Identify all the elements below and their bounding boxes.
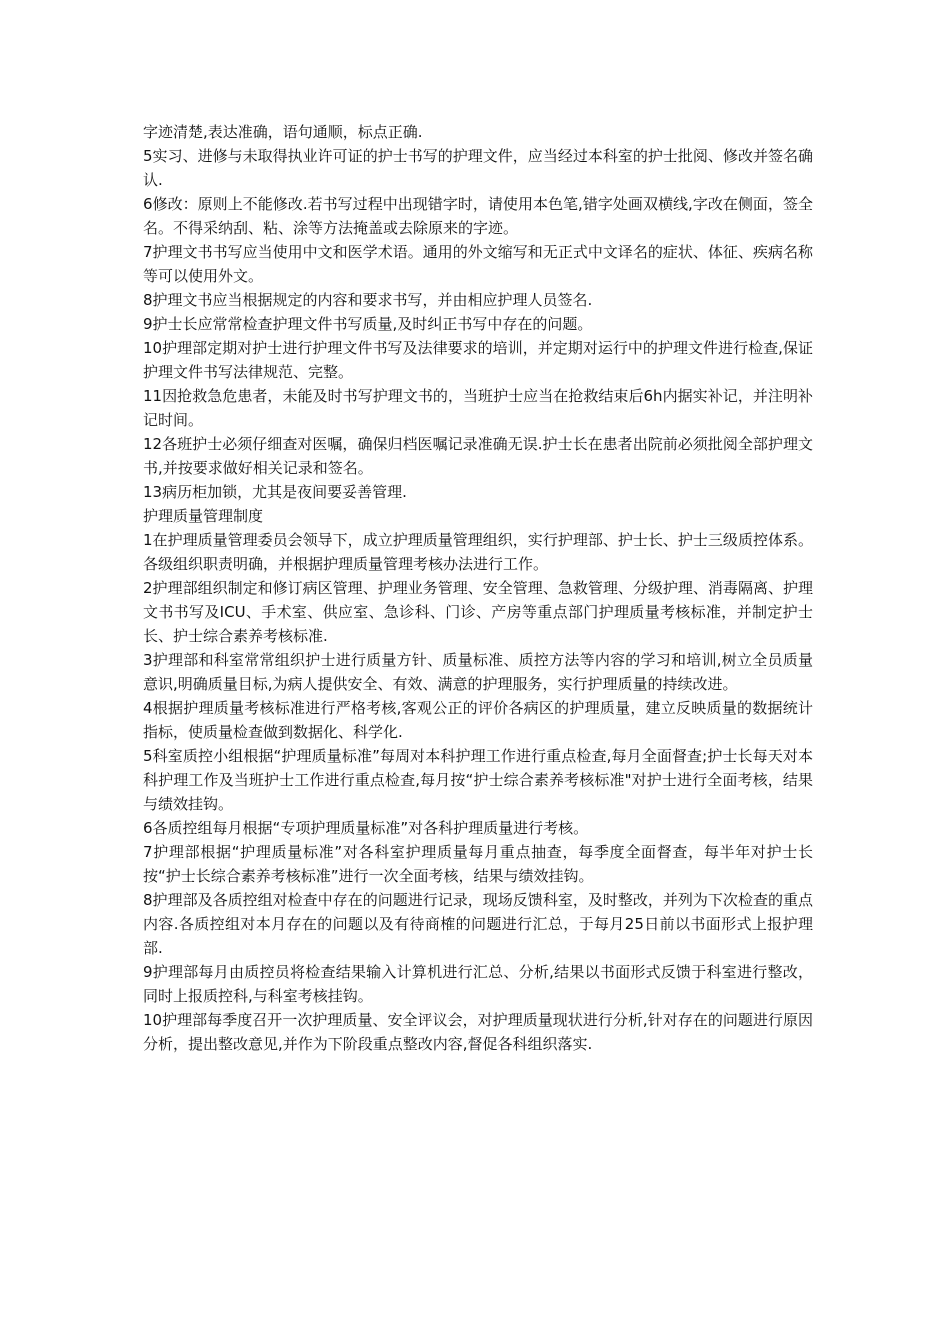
rule-item-8: 8护理文书应当根据规定的内容和要求书写，并由相应护理人员签名. xyxy=(143,291,593,309)
rule-item-9: 9护士长应常常检查护理文件书写质量,及时纠正书写中存在的问题。 xyxy=(143,315,593,333)
quality-item-10: 10护理部每季度召开一次护理质量、安全评议会，对护理质量现状进行分析,针对存在的问题进行原因分析，提出整改意见,并作为下阶段重点整改内容,督促各科组织落实. xyxy=(143,1011,813,1053)
quality-item-6: 6各质控组每月根据“专项护理质量标准”对各科护理质量进行考核。 xyxy=(143,819,589,837)
quality-item-8: 8护理部及各质控组对检查中存在的问题进行记录，现场反馈科室，及时整改，并列为下次检查的重点内容.各质控组对本月存在的问题以及有待商榷的问题进行汇总，于每月25日前以书面形式上报护理部. xyxy=(143,891,813,957)
quality-item-1: 1在护理质量管理委员会领导下，成立护理质量管理组织，实行护理部、护士长、护士三级质控体系。各级组织职责明确，并根据护理质量管理考核办法进行工作。 xyxy=(143,531,813,573)
quality-item-9: 9护理部每月由质控员将检查结果输入计算机进行汇总、分析,结果以书面形式反馈于科室进行整改，同时上报质控科,与科室考核挂钩。 xyxy=(143,963,813,1005)
paragraph-continuation: 字迹清楚,表达准确，语句通顺，标点正确. xyxy=(143,123,423,141)
quality-item-7: 7护理部根据“护理质量标准”对各科室护理质量每月重点抽查，每季度全面督查，每半年对护士长按“护士长综合素养考核标准”进行一次全面考核，结果与绩效挂钩。 xyxy=(143,843,813,885)
quality-item-4: 4根据护理质量考核标准进行严格考核,客观公正的评价各病区的护理质量，建立反映质量的数据统计指标，使质量检查做到数据化、科学化. xyxy=(143,699,813,741)
rule-item-10: 10护理部定期对护士进行护理文件书写及法律要求的培训，并定期对运行中的护理文件进行检查,保证护理文件书写法律规范、完整。 xyxy=(143,339,813,381)
quality-item-3: 3护理部和科室常常组织护士进行质量方针、质量标准、质控方法等内容的学习和培训,树立全员质量意识,明确质量目标,为病人提供安全、有效、满意的护理服务，实行护理质量的持续改进。 xyxy=(143,651,813,693)
quality-item-5: 5科室质控小组根据“护理质量标准”每周对本科护理工作进行重点检查,每月全面督查;护士长每天对本科护理工作及当班护士工作进行重点检查,每月按“护士综合素养考核标准"对护士进行全面考核，结果与绩效挂钩。 xyxy=(143,747,813,813)
quality-item-2: 2护理部组织制定和修订病区管理、护理业务管理、安全管理、急救管理、分级护理、消毒隔离、护理文书书写及ICU、手术室、供应室、急诊科、门诊、产房等重点部门护理质量考核标准，并制定护士长、护士综合素养考核标准. xyxy=(143,579,813,645)
rule-item-11: 11因抢救急危患者，未能及时书写护理文书的，当班护士应当在抢救结束后6h内据实补记，并注明补记时间。 xyxy=(143,387,813,429)
rule-item-12: 12各班护士必须仔细查对医嘱，确保归档医嘱记录准确无误.护士长在患者出院前必须批阅全部护理文书,并按要求做好相关记录和签名。 xyxy=(143,435,813,477)
document-page xyxy=(143,120,813,1056)
rule-item-5: 5实习、进修与未取得执业许可证的护士书写的护理文件，应当经过本科室的护士批阅、修改并签名确认. xyxy=(143,147,813,189)
rule-item-7: 7护理文书书写应当使用中文和医学术语。通用的外文缩写和无正式中文译名的症状、体征、疾病名称等可以使用外文。 xyxy=(143,243,813,285)
rule-item-6: 6修改：原则上不能修改.若书写过程中出现错字时，请使用本色笔,错字处画双横线,字改在侧面，签全名。不得采纳刮、粘、涂等方法掩盖或去除原来的字迹。 xyxy=(143,195,813,237)
rule-item-13: 13病历柜加锁，尤其是夜间要妥善管理. xyxy=(143,483,407,501)
section-title: 护理质量管理制度 xyxy=(143,507,264,525)
